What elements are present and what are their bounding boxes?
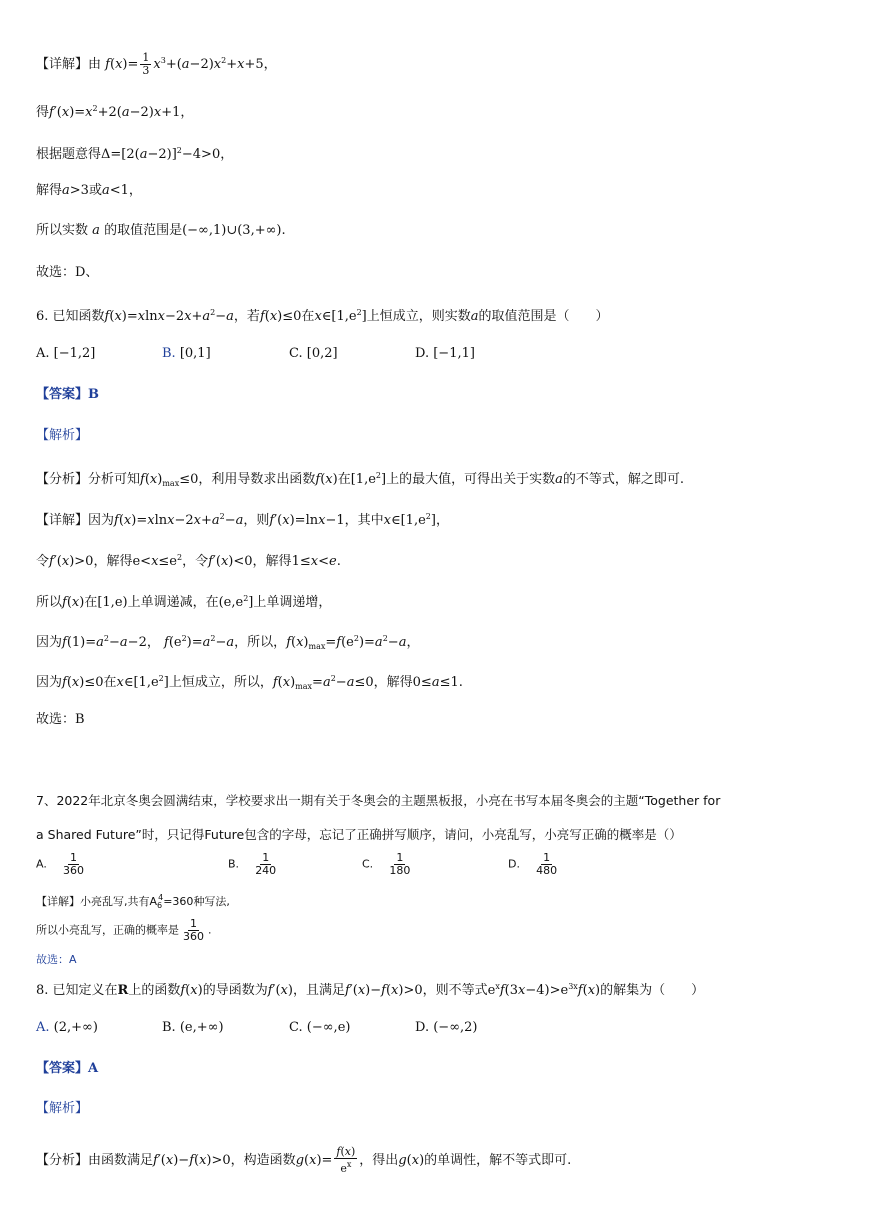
q6-detail-line-5: 因为f(x)≤0在$x\in[1,e^2]$上恒成立，所以，$f(x)_{max}=a^2-a\le 0$，解得0≤a≤1. — [36, 674, 463, 691]
q6-detail-line-1: 【详解】因为$f(x)=xlnx-2x+a^2-a$，则f′(x)=lnx−1，其中$x\in[1,e^2]$， — [36, 512, 449, 528]
q7-option-a[interactable]: A. $\frac{1}{360}$ — [36, 851, 84, 877]
q6-answer: 【答案】B — [36, 387, 99, 402]
question-6: 6. 已知函数$f(x)=xlnx-2x+a^2-a$，若f(x)≤0在$x\in[1,e^2]$上恒成立，则实数a的取值范围是（ ） — [36, 308, 609, 324]
solution-line-4: 解得a>3或a<1， — [36, 183, 142, 198]
fraction: $\frac{f(x)}{e^x}$ — [336, 1145, 356, 1175]
q6-option-b[interactable]: B. [0,1] — [162, 346, 211, 361]
solution-line-1: 【详解】由 f(x)= $\frac{1}{3}$ $x^3+(a-2)x^2+x+5$， — [36, 51, 277, 77]
q7-option-d[interactable]: D. $\frac{1}{480}$ — [508, 851, 558, 877]
q6-detail-line-4: 因为$f(1)=a^2-a-2$， $f(e^2)=a^2-a$，所以，$f(x)_{max}=f(e^2)=a^2-a$， — [36, 634, 420, 651]
fraction: $\frac{1}{240}$ — [255, 851, 277, 877]
fraction: $\frac{1}{360}$ — [62, 851, 84, 877]
q6-option-c[interactable]: C. [0,2] — [289, 346, 338, 361]
fraction: $\frac{1}{480}$ — [536, 851, 558, 877]
q8-analysis-heading: 【解析】 — [36, 1101, 89, 1116]
question-8: 8. 已知定义在R上的函数f(x)的导函数为f′(x)，且满足f′(x)−f(x)>0，则不等式$e^xf(3x-4)>e^{3x}f(x)$的解集为（ ） — [36, 982, 705, 998]
q6-detail-line-2: 令f′(x)>0，解得$e<x\le e^2$，令f′(x)<0，解得1≤x<e. — [36, 553, 341, 569]
q8-option-c[interactable]: C. (−∞,e) — [289, 1020, 351, 1035]
q7-detail-line-2: 所以小亮乱写，正确的概率是 $\frac{1}{360}$ . — [36, 917, 212, 943]
q6-option-a[interactable]: A. [−1,2] — [36, 346, 96, 361]
q6-option-d[interactable]: D. [−1,1] — [415, 346, 475, 361]
question-7-line-2: a Shared Future”时，只记得Future包含的字母，忘记了正确拼写顺序，请问，小亮乱写，小亮写正确的概率是（） — [36, 827, 682, 842]
q8-option-b[interactable]: B. (e,+∞) — [162, 1020, 224, 1035]
q8-analysis-line: 【分析】由函数满足f′(x)−f(x)>0，构造函数g(x)= $\frac{f(x)}{e^x}$ ，得出g(x)的单调性，解不等式即可. — [36, 1145, 572, 1175]
fraction: $\frac{1}{360}$ — [183, 917, 204, 943]
choice-result-q6: 故选：B — [36, 712, 85, 727]
choice-result-q7: 故选：A — [36, 953, 77, 966]
q7-option-c[interactable]: C. $\frac{1}{180}$ — [362, 851, 411, 877]
fraction: $\frac{1}{3}$ — [142, 51, 150, 77]
question-7-line-1: 7、2022年北京冬奥会圆满结束，学校要求出一期有关于冬奥会的主题黑板报，小亮在书写本届冬奥会的主题“Together for — [36, 793, 721, 808]
q6-detail-line-3: 所以f(x)在[1,e)上单调递减，在$(e,e^2]$上单调递增， — [36, 594, 332, 610]
solution-line-3: 根据题意得$\Delta=[2(a-2)]^2-4>0$， — [36, 146, 234, 162]
q6-analysis-line: 【分析】分析可知$f(x)_{max}\le 0$，利用导数求出函数f(x)在$[1,e^2]$上的最大值，可得出关于实数a的不等式，解之即可. — [36, 471, 684, 488]
fraction: $\frac{1}{180}$ — [389, 851, 411, 877]
q8-answer: 【答案】A — [36, 1061, 99, 1076]
solution-line-2: 得$f'(x)=x^2+2(a-2)x+1$， — [36, 104, 194, 120]
q6-analysis-heading: 【解析】 — [36, 428, 89, 443]
q7-option-b[interactable]: B. $\frac{1}{240}$ — [228, 851, 277, 877]
solution-line-5: 所以实数 a 的取值范围是(−∞,1)∪(3,+∞). — [36, 223, 286, 238]
q7-detail-line-1: 【详解】小亮乱写,共有$A_6^4=360$种写法, — [36, 893, 230, 910]
choice-result-q5: 故选：D、 — [36, 265, 99, 280]
q8-option-a[interactable]: A. (2,+∞) — [36, 1020, 98, 1035]
q8-option-d[interactable]: D. (−∞,2) — [415, 1020, 478, 1035]
